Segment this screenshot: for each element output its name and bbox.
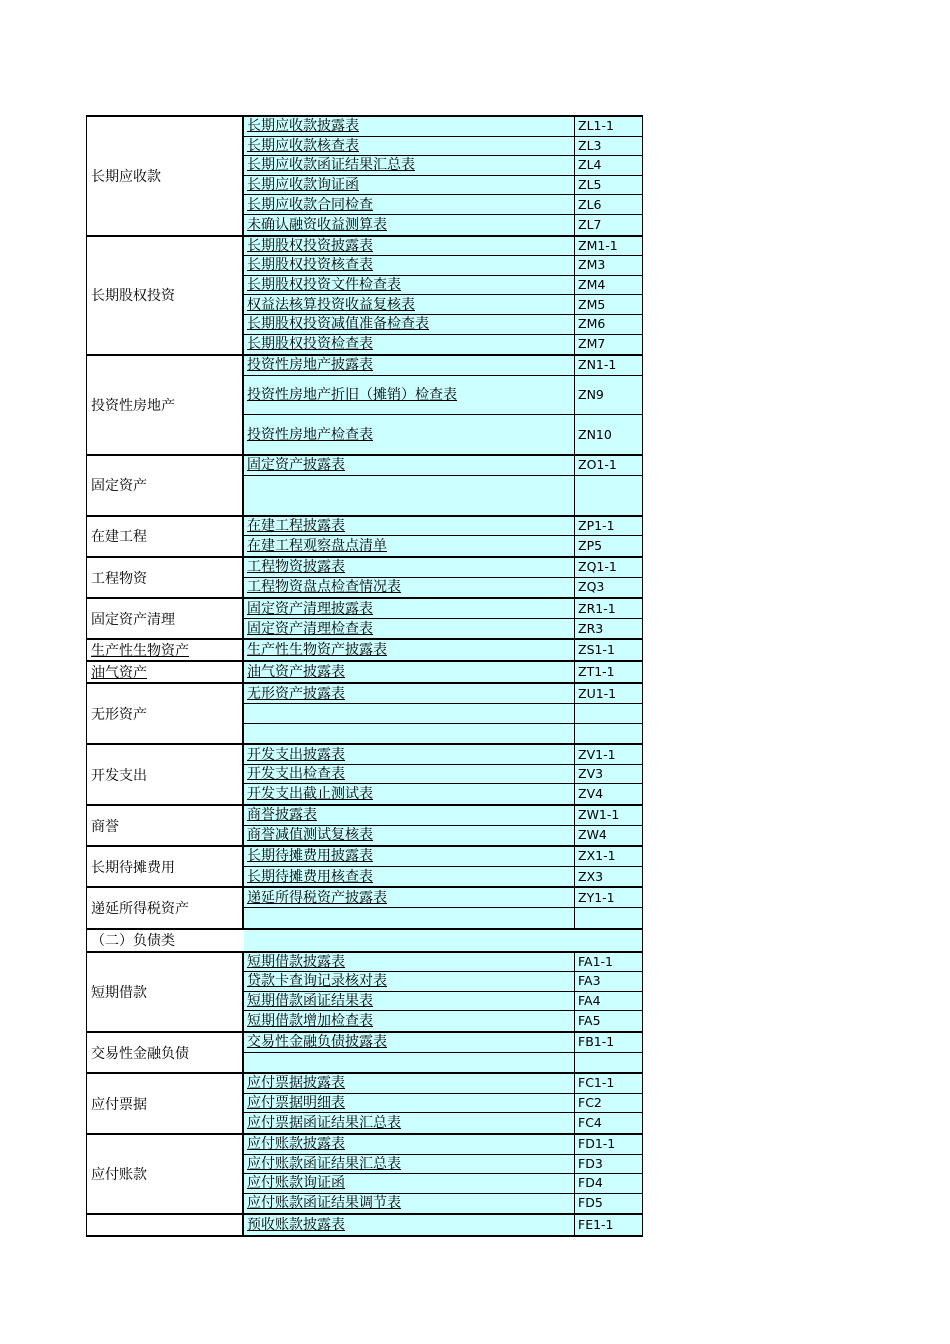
worksheet-link[interactable]: 固定资产披露表 [247, 457, 345, 474]
worksheet-row[interactable] [244, 953, 642, 973]
worksheet-row[interactable] [244, 517, 642, 537]
worksheet-name-cell [244, 137, 575, 156]
category-text: 长期应收款 [91, 168, 161, 185]
worksheet-name-cell [244, 867, 575, 887]
worksheet-name-cell [244, 237, 575, 256]
worksheet-link[interactable]: 在建工程披露表 [247, 518, 345, 535]
category-label [87, 662, 244, 682]
worksheet-code: ZV3 [578, 766, 604, 782]
category-text: 应付票据 [91, 1096, 147, 1113]
worksheet-list [244, 517, 642, 556]
category-text: 生产性生物资产 [91, 643, 189, 660]
worksheet-code: FB1-1 [578, 1034, 615, 1050]
worksheet-code: ZX1-1 [578, 848, 616, 864]
worksheet-code: ZT1-1 [578, 664, 615, 680]
worksheet-row[interactable] [244, 315, 642, 335]
worksheet-link[interactable]: 投资性房地产折旧（摊销）检查表 [247, 386, 457, 403]
worksheet-name-cell [244, 1074, 575, 1093]
worksheet-link[interactable]: 长期股权投资核查表 [247, 257, 373, 274]
worksheet-row[interactable] [244, 415, 642, 454]
worksheet-code [575, 476, 642, 515]
worksheet-name-cell [244, 953, 575, 972]
worksheet-name-cell [244, 724, 575, 744]
category-text: 开发支出 [91, 767, 147, 784]
worksheet-row[interactable] [244, 356, 642, 376]
worksheet-name-cell [244, 415, 575, 454]
worksheet-code: FA3 [578, 973, 601, 989]
worksheet-row[interactable] [244, 972, 642, 992]
worksheet-row[interactable] [244, 295, 642, 315]
worksheet-row[interactable] [244, 1155, 642, 1175]
category-group [87, 599, 642, 640]
category-label [87, 237, 244, 355]
worksheet-link[interactable]: 油气资产披露表 [247, 664, 345, 681]
worksheet-code: ZL6 [578, 196, 602, 212]
worksheet-name-cell [244, 784, 575, 804]
worksheet-row[interactable] [244, 1113, 642, 1133]
worksheet-code: ZY1-1 [578, 889, 615, 905]
category-text: 无形资产 [91, 706, 147, 723]
worksheet-row[interactable] [244, 176, 642, 196]
worksheet-link[interactable]: 短期借款披露表 [247, 953, 345, 970]
category-label [87, 558, 244, 597]
worksheet-code: ZW4 [578, 827, 607, 843]
worksheet-row[interactable] [244, 1011, 642, 1031]
category-group [87, 1135, 642, 1215]
worksheet-list [244, 558, 642, 597]
worksheet-name-cell [244, 847, 575, 866]
worksheet-link[interactable]: 应付账款函证结果汇总表 [247, 1155, 401, 1172]
worksheet-code: FD4 [578, 1175, 603, 1191]
worksheet-row[interactable] [244, 558, 642, 578]
worksheet-code: FE1-1 [578, 1217, 614, 1233]
worksheet-row[interactable] [244, 806, 642, 826]
category-group [87, 806, 642, 847]
worksheet-name-cell [244, 640, 575, 660]
category-group [87, 117, 642, 237]
worksheet-name-cell [244, 704, 575, 723]
worksheet-code: ZQ3 [578, 579, 605, 595]
category-text: 工程物资 [91, 570, 147, 587]
worksheet-code: ZM6 [578, 316, 606, 332]
worksheet-link[interactable]: 长期股权投资文件检查表 [247, 277, 401, 294]
worksheet-link[interactable]: 贷款卡查询记录核对表 [247, 973, 387, 990]
worksheet-name-cell [244, 256, 575, 275]
worksheet-link[interactable]: 长期应收款披露表 [247, 118, 359, 135]
category-text: 在建工程 [91, 529, 147, 546]
worksheet-list [244, 684, 642, 743]
worksheet-name-cell [244, 356, 575, 375]
worksheet-name-cell [244, 117, 575, 136]
worksheet-row[interactable] [244, 195, 642, 215]
worksheet-row[interactable] [244, 867, 642, 887]
worksheet-name-cell [244, 1094, 575, 1113]
category-label [87, 1074, 244, 1133]
worksheet-name-cell [244, 806, 575, 825]
worksheet-code: FC4 [578, 1115, 602, 1131]
category-text: 应付账款 [91, 1167, 147, 1184]
worksheet-code: ZL4 [578, 157, 602, 173]
worksheet-code: ZL3 [578, 137, 602, 153]
worksheet-list [244, 456, 642, 515]
worksheet-code: ZV4 [578, 786, 604, 802]
worksheet-name-cell [244, 517, 575, 536]
category-text: 短期借款 [91, 984, 147, 1001]
worksheet-code: FD3 [578, 1155, 603, 1171]
worksheet-row[interactable] [244, 684, 642, 704]
worksheet-link[interactable]: 递延所得税资产披露表 [247, 889, 387, 906]
worksheet-link[interactable]: 长期待摊费用核查表 [247, 868, 373, 885]
worksheet-code: ZR3 [578, 620, 604, 636]
category-text: 投资性房地产 [91, 398, 175, 415]
worksheet-code: ZW1-1 [578, 807, 620, 823]
worksheet-list [244, 888, 642, 927]
worksheet-row [244, 476, 642, 515]
worksheet-name-cell [244, 1174, 575, 1193]
worksheet-link[interactable]: 未确认融资收益测算表 [247, 216, 387, 233]
worksheet-code: FC1-1 [578, 1075, 615, 1091]
category-group [87, 1215, 642, 1237]
worksheet-link[interactable]: 无形资产披露表 [247, 685, 345, 702]
worksheet-link[interactable]: 应付票据函证结果汇总表 [247, 1115, 401, 1132]
category-label [87, 599, 244, 638]
worksheet-row[interactable] [244, 1135, 642, 1155]
worksheet-name-cell [244, 476, 575, 515]
category-group [87, 662, 642, 684]
worksheet-code: ZL1-1 [578, 118, 614, 134]
worksheet-name-cell [244, 376, 575, 414]
worksheet-list [244, 1033, 642, 1072]
worksheet-list [244, 640, 642, 660]
worksheet-list [244, 953, 642, 1031]
worksheet-row[interactable] [244, 536, 642, 556]
worksheet-row [244, 908, 642, 928]
worksheet-row[interactable] [244, 117, 642, 137]
worksheet-link[interactable]: 在建工程观察盘点清单 [247, 538, 387, 555]
worksheet-code: ZN1-1 [578, 357, 617, 373]
section-fill [244, 930, 642, 951]
worksheet-row[interactable] [244, 847, 642, 867]
worksheet-code: FA1-1 [578, 953, 614, 969]
worksheet-list [244, 117, 642, 235]
category-label [87, 745, 244, 804]
category-label [87, 356, 244, 454]
worksheet-name-cell [244, 619, 575, 639]
category-group [87, 456, 642, 517]
worksheet-name-cell [244, 1194, 575, 1214]
category-group [87, 888, 642, 929]
worksheet-code: ZP5 [578, 538, 603, 554]
worksheet-code [575, 724, 642, 744]
worksheet-row[interactable] [244, 662, 642, 682]
worksheet-row[interactable] [244, 256, 642, 276]
worksheet-list [244, 847, 642, 886]
worksheet-name-cell [244, 972, 575, 991]
worksheet-list [244, 356, 642, 454]
worksheet-name-cell [244, 1155, 575, 1174]
worksheet-name-cell [244, 684, 575, 703]
worksheet-name-cell [244, 295, 575, 314]
worksheet-row[interactable] [244, 137, 642, 157]
category-label [87, 1033, 244, 1072]
worksheet-link[interactable]: 长期股权投资披露表 [247, 237, 373, 254]
worksheet-link[interactable]: 固定资产清理披露表 [247, 600, 373, 617]
worksheet-list [244, 599, 642, 638]
category-group [87, 1074, 642, 1135]
worksheet-name-cell [244, 335, 575, 355]
worksheet-name-cell [244, 578, 575, 598]
worksheet-row[interactable] [244, 335, 642, 355]
worksheet-link[interactable]: 开发支出披露表 [247, 746, 345, 763]
worksheet-row[interactable] [244, 1074, 642, 1094]
worksheet-link[interactable]: 商誉披露表 [247, 807, 317, 824]
worksheet-link[interactable]: 应付票据明细表 [247, 1095, 345, 1112]
worksheet-row[interactable] [244, 156, 642, 176]
worksheet-row[interactable] [244, 765, 642, 785]
worksheet-code: FA5 [578, 1013, 601, 1029]
category-group [87, 745, 642, 806]
worksheet-row[interactable] [244, 578, 642, 598]
category-label [87, 517, 244, 556]
worksheet-code: ZM3 [578, 257, 606, 273]
worksheet-row[interactable] [244, 1174, 642, 1194]
worksheet-row[interactable] [244, 215, 642, 235]
worksheet-link[interactable]: 交易性金融负债披露表 [247, 1034, 387, 1051]
worksheet-link[interactable]: 长期应收款询证函 [247, 177, 359, 194]
worksheet-row[interactable] [244, 456, 642, 476]
worksheet-link[interactable]: 固定资产清理检查表 [247, 620, 373, 637]
worksheet-row[interactable] [244, 826, 642, 846]
worksheet-code: ZV1-1 [578, 746, 616, 762]
worksheet-code: FD1-1 [578, 1136, 616, 1152]
worksheet-row[interactable] [244, 784, 642, 804]
category-group [87, 1033, 642, 1074]
category-label [87, 847, 244, 886]
worksheet-list [244, 806, 642, 845]
audit-index-table [86, 115, 643, 1237]
worksheet-list [244, 1135, 642, 1213]
worksheet-code: ZO1-1 [578, 457, 617, 473]
category-label [87, 806, 244, 845]
worksheet-list [244, 662, 642, 682]
worksheet-code: ZR1-1 [578, 600, 616, 616]
worksheet-link[interactable]: 权益法核算投资收益复核表 [247, 296, 415, 313]
worksheet-list [244, 1215, 642, 1235]
worksheet-link[interactable]: 应付账款披露表 [247, 1136, 345, 1153]
worksheet-name-cell [244, 536, 575, 556]
category-label [87, 953, 244, 1031]
worksheet-code [575, 908, 642, 928]
worksheet-code: ZP1-1 [578, 518, 615, 534]
worksheet-list [244, 1074, 642, 1133]
category-label [87, 1215, 244, 1235]
category-text: 长期待摊费用 [91, 859, 175, 876]
category-group [87, 847, 642, 888]
worksheet-code: FD5 [578, 1195, 603, 1211]
worksheet-row[interactable] [244, 1094, 642, 1114]
worksheet-name-cell [244, 215, 575, 235]
worksheet-code: ZM5 [578, 296, 606, 312]
category-group [87, 517, 642, 558]
worksheet-name-cell [244, 745, 575, 764]
worksheet-link[interactable]: 应付账款询证函 [247, 1175, 345, 1192]
worksheet-link[interactable]: 应付账款函证结果调节表 [247, 1195, 401, 1212]
worksheet-name-cell [244, 888, 575, 907]
worksheet-code: ZL5 [578, 177, 602, 193]
worksheet-name-cell [244, 826, 575, 846]
worksheet-link[interactable]: 长期股权投资检查表 [247, 336, 373, 353]
worksheet-link[interactable]: 长期应收款函证结果汇总表 [247, 157, 415, 174]
worksheet-link[interactable]: 投资性房地产检查表 [247, 426, 373, 443]
worksheet-row[interactable] [244, 888, 642, 908]
worksheet-row [244, 704, 642, 724]
worksheet-link[interactable]: 长期股权投资减值准备检查表 [247, 316, 429, 333]
worksheet-code: FA4 [578, 993, 601, 1009]
worksheet-name-cell [244, 195, 575, 214]
worksheet-code [575, 1053, 642, 1073]
worksheet-code: ZL7 [578, 216, 602, 232]
worksheet-code: ZM7 [578, 336, 606, 352]
category-text: 交易性金融负债 [91, 1045, 189, 1062]
worksheet-name-cell [244, 992, 575, 1011]
worksheet-link[interactable]: 商誉减值测试复核表 [247, 827, 373, 844]
category-group [87, 237, 642, 357]
worksheet-name-cell [244, 558, 575, 577]
worksheet-row[interactable] [244, 237, 642, 257]
category-group [87, 953, 642, 1033]
worksheet-link[interactable]: 工程物资盘点检查情况表 [247, 579, 401, 596]
worksheet-row[interactable] [244, 619, 642, 639]
worksheet-code: ZM1-1 [578, 237, 618, 253]
worksheet-code [575, 704, 642, 723]
worksheet-code: FC2 [578, 1095, 602, 1111]
worksheet-link[interactable]: 工程物资披露表 [247, 559, 345, 576]
worksheet-code: ZU1-1 [578, 685, 617, 701]
worksheet-code: ZN10 [578, 426, 612, 442]
category-label [87, 1135, 244, 1213]
category-group [87, 684, 642, 745]
section-title: （二）负债类 [87, 930, 244, 951]
category-text: 固定资产清理 [91, 611, 175, 628]
category-label [87, 888, 244, 927]
category-text: 商誉 [91, 818, 119, 835]
worksheet-name-cell [244, 662, 575, 682]
worksheet-row [244, 1053, 642, 1073]
worksheet-name-cell [244, 1135, 575, 1154]
category-group [87, 558, 642, 599]
worksheet-row[interactable] [244, 376, 642, 415]
worksheet-name-cell [244, 156, 575, 175]
category-text: 固定资产 [91, 478, 147, 495]
worksheet-name-cell [244, 1033, 575, 1052]
worksheet-link[interactable]: 应付票据披露表 [247, 1075, 345, 1092]
worksheet-row [244, 724, 642, 744]
worksheet-list [244, 237, 642, 355]
worksheet-link[interactable]: 投资性房地产披露表 [247, 357, 373, 374]
worksheet-name-cell [244, 315, 575, 334]
worksheet-name-cell [244, 1053, 575, 1073]
category-label [87, 456, 244, 515]
worksheet-link[interactable]: 长期待摊费用披露表 [247, 848, 373, 865]
worksheet-link[interactable]: 开发支出检查表 [247, 766, 345, 783]
category-label [87, 684, 244, 743]
worksheet-link[interactable]: 生产性生物资产披露表 [247, 642, 387, 659]
worksheet-code: ZN9 [578, 386, 604, 402]
worksheet-name-cell [244, 1215, 575, 1235]
section-header [87, 930, 642, 953]
category-text: 油气资产 [91, 665, 147, 682]
worksheet-row[interactable] [244, 745, 642, 765]
worksheet-name-cell [244, 765, 575, 784]
worksheet-link[interactable]: 预收账款披露表 [247, 1217, 345, 1234]
worksheet-name-cell [244, 908, 575, 928]
worksheet-row[interactable] [244, 640, 642, 660]
worksheet-link[interactable]: 短期借款增加检查表 [247, 1013, 373, 1030]
worksheet-name-cell [244, 456, 575, 475]
category-group [87, 356, 642, 456]
worksheet-name-cell [244, 176, 575, 195]
worksheet-row[interactable] [244, 992, 642, 1012]
worksheet-name-cell [244, 1011, 575, 1031]
worksheet-code: ZQ1-1 [578, 559, 617, 575]
worksheet-row[interactable] [244, 1215, 642, 1235]
worksheet-row[interactable] [244, 276, 642, 296]
category-group [87, 640, 642, 662]
worksheet-code: ZX3 [578, 868, 604, 884]
worksheet-row[interactable] [244, 1033, 642, 1053]
worksheet-link[interactable]: 长期应收款核查表 [247, 137, 359, 154]
worksheet-list [244, 745, 642, 804]
worksheet-row[interactable] [244, 1194, 642, 1214]
worksheet-code: ZM4 [578, 277, 606, 293]
worksheet-name-cell [244, 1113, 575, 1133]
category-text: 递延所得税资产 [91, 900, 189, 917]
worksheet-row[interactable] [244, 599, 642, 619]
worksheet-link[interactable]: 长期应收款合同检查 [247, 196, 373, 213]
worksheet-name-cell [244, 599, 575, 618]
category-label [87, 117, 244, 235]
worksheet-name-cell [244, 276, 575, 295]
worksheet-code: ZS1-1 [578, 642, 615, 658]
worksheet-link[interactable]: 开发支出截止测试表 [247, 786, 373, 803]
category-label [87, 640, 244, 660]
worksheet-link[interactable]: 短期借款函证结果表 [247, 993, 373, 1010]
category-text: 长期股权投资 [91, 288, 175, 305]
